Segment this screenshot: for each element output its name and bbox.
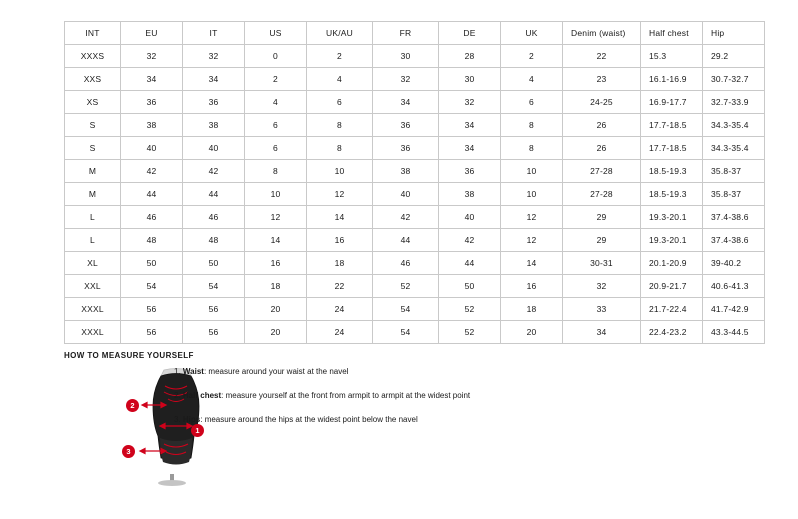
table-cell: 39-40.2 [703, 252, 765, 275]
table-cell: 44 [439, 252, 501, 275]
table-column-header: Hip [703, 22, 765, 45]
table-column-header: EU [121, 22, 183, 45]
table-cell: 20.1-20.9 [641, 252, 703, 275]
measure-step-term: Half chest [182, 391, 222, 400]
table-cell: 4 [245, 91, 307, 114]
table-row [65, 321, 765, 344]
table-cell: 46 [373, 252, 439, 275]
table-cell: 4 [501, 68, 563, 91]
table-cell: 26 [563, 114, 641, 137]
table-cell: 24 [307, 298, 373, 321]
measure-steps-list [174, 366, 734, 438]
table-cell: 32 [121, 45, 183, 68]
table-cell: 2 [501, 45, 563, 68]
table-cell: 16.9-17.7 [641, 91, 703, 114]
table-cell: 21.7-22.4 [641, 298, 703, 321]
table-cell: 38 [183, 114, 245, 137]
size-chart-table [64, 21, 765, 344]
table-column-header: FR [373, 22, 439, 45]
table-row [65, 298, 765, 321]
table-cell: 20 [245, 298, 307, 321]
table-cell: 8 [501, 114, 563, 137]
table-column-header: UK/AU [307, 22, 373, 45]
table-cell: 29 [563, 229, 641, 252]
table-cell: 29 [563, 206, 641, 229]
table-cell: 20 [501, 321, 563, 344]
table-cell: 12 [501, 229, 563, 252]
table-cell: 30.7-32.7 [703, 68, 765, 91]
table-cell: XXXS [65, 45, 121, 68]
measure-step-number: 1. [174, 367, 181, 376]
table-cell: 34 [439, 114, 501, 137]
table-cell: S [65, 137, 121, 160]
table-cell: 2 [307, 45, 373, 68]
table-cell: 50 [183, 252, 245, 275]
table-cell: 19.3-20.1 [641, 229, 703, 252]
table-cell: XL [65, 252, 121, 275]
table-cell: 20.9-21.7 [641, 275, 703, 298]
table-cell: 22.4-23.2 [641, 321, 703, 344]
table-row [65, 206, 765, 229]
table-cell: 40 [183, 137, 245, 160]
table-cell: L [65, 206, 121, 229]
table-cell: 14 [307, 206, 373, 229]
table-row [65, 160, 765, 183]
table-cell: 50 [439, 275, 501, 298]
table-row [65, 45, 765, 68]
table-cell: 44 [183, 183, 245, 206]
table-cell: 12 [245, 206, 307, 229]
table-cell: 37.4-38.6 [703, 206, 765, 229]
bullet-marker-3: 3 [122, 445, 135, 458]
measure-step-text: : measure around the hips at the widest point below the navel [200, 415, 418, 424]
table-cell: M [65, 183, 121, 206]
table-cell: 38 [373, 160, 439, 183]
table-cell: 46 [121, 206, 183, 229]
table-cell: 12 [501, 206, 563, 229]
table-cell: 43.3-44.5 [703, 321, 765, 344]
table-cell: 32.7-33.9 [703, 91, 765, 114]
measure-step-term: Hips [182, 415, 201, 424]
table-cell: 8 [307, 137, 373, 160]
table-cell: 42 [439, 229, 501, 252]
measure-step-text: : measure yourself at the front from armpit to armpit at the widest point [221, 391, 471, 400]
table-cell: 32 [183, 45, 245, 68]
table-cell: 32 [563, 275, 641, 298]
table-cell: 18.5-19.3 [641, 160, 703, 183]
table-cell: 34 [373, 91, 439, 114]
table-cell: 54 [183, 275, 245, 298]
table-cell: 33 [563, 298, 641, 321]
table-cell: 19.3-20.1 [641, 206, 703, 229]
table-cell: L [65, 229, 121, 252]
table-row [65, 137, 765, 160]
table-cell: 6 [245, 137, 307, 160]
table-cell: 10 [245, 183, 307, 206]
table-column-header: DE [439, 22, 501, 45]
table-cell: 36 [439, 160, 501, 183]
table-cell: 0 [245, 45, 307, 68]
table-column-header: US [245, 22, 307, 45]
table-cell: 38 [121, 114, 183, 137]
measure-step [174, 390, 734, 401]
table-cell: XXS [65, 68, 121, 91]
table-cell: 34.3-35.4 [703, 114, 765, 137]
table-cell: 10 [501, 160, 563, 183]
table-cell: 15.3 [641, 45, 703, 68]
table-cell: 56 [183, 298, 245, 321]
how-to-measure-block [64, 366, 744, 486]
table-header-row [65, 22, 765, 45]
table-row [65, 91, 765, 114]
table-cell: 6 [501, 91, 563, 114]
table-cell: 54 [121, 275, 183, 298]
table-row [65, 68, 765, 91]
measure-step-text: : measure around your waist at the navel [203, 367, 349, 376]
table-cell: 40 [439, 206, 501, 229]
table-cell: 30 [439, 68, 501, 91]
table-cell: 54 [373, 298, 439, 321]
table-cell: 50 [121, 252, 183, 275]
table-cell: 32 [439, 91, 501, 114]
table-cell: XXXL [65, 321, 121, 344]
size-chart-table-wrapper [64, 21, 749, 344]
table-cell: 37.4-38.6 [703, 229, 765, 252]
table-cell: 27-28 [563, 160, 641, 183]
table-cell: 56 [121, 321, 183, 344]
table-cell: 44 [373, 229, 439, 252]
table-cell: 36 [373, 137, 439, 160]
measure-step-number: 2. [174, 391, 181, 400]
bullet-marker-1: 1 [191, 424, 204, 437]
table-column-header: UK [501, 22, 563, 45]
table-column-header: Half chest [641, 22, 703, 45]
table-cell: 54 [373, 321, 439, 344]
table-cell: M [65, 160, 121, 183]
table-cell: 35.8-37 [703, 183, 765, 206]
table-cell: 26 [563, 137, 641, 160]
table-cell: 29.2 [703, 45, 765, 68]
table-row [65, 229, 765, 252]
table-cell: 6 [245, 114, 307, 137]
how-to-measure-title: HOW TO MEASURE YOURSELF [64, 351, 194, 360]
table-cell: 42 [373, 206, 439, 229]
table-cell: 36 [121, 91, 183, 114]
table-cell: 34 [121, 68, 183, 91]
measure-step-term: Waist [182, 367, 204, 376]
table-row [65, 114, 765, 137]
table-cell: 41.7-42.9 [703, 298, 765, 321]
table-cell: 52 [373, 275, 439, 298]
table-cell: 28 [439, 45, 501, 68]
table-cell: 18 [501, 298, 563, 321]
measure-step-number: 3. [174, 415, 181, 424]
table-cell: XXXL [65, 298, 121, 321]
table-column-header: Denim (waist) [563, 22, 641, 45]
table-cell: 22 [563, 45, 641, 68]
table-cell: 24 [307, 321, 373, 344]
table-cell: 17.7-18.5 [641, 114, 703, 137]
table-cell: 20 [245, 321, 307, 344]
table-cell: 16 [501, 275, 563, 298]
table-cell: 48 [121, 229, 183, 252]
table-cell: 48 [183, 229, 245, 252]
table-cell: 36 [373, 114, 439, 137]
table-cell: 12 [307, 183, 373, 206]
table-cell: 14 [501, 252, 563, 275]
table-cell: 35.8-37 [703, 160, 765, 183]
table-cell: 18.5-19.3 [641, 183, 703, 206]
table-cell: 34 [563, 321, 641, 344]
table-cell: XS [65, 91, 121, 114]
table-cell: 8 [245, 160, 307, 183]
table-cell: 46 [183, 206, 245, 229]
table-column-header: INT [65, 22, 121, 45]
table-cell: S [65, 114, 121, 137]
table-cell: 17.7-18.5 [641, 137, 703, 160]
table-cell: 18 [307, 252, 373, 275]
table-cell: 38 [439, 183, 501, 206]
table-cell: 32 [373, 68, 439, 91]
table-cell: 34 [183, 68, 245, 91]
table-cell: 4 [307, 68, 373, 91]
table-cell: 16 [245, 252, 307, 275]
table-cell: 40 [373, 183, 439, 206]
table-cell: 14 [245, 229, 307, 252]
table-cell: 42 [183, 160, 245, 183]
table-cell: 30-31 [563, 252, 641, 275]
table-cell: 40.6-41.3 [703, 275, 765, 298]
table-cell: 10 [501, 183, 563, 206]
table-cell: 8 [307, 114, 373, 137]
table-column-header: IT [183, 22, 245, 45]
table-cell: 18 [245, 275, 307, 298]
table-cell: 56 [121, 298, 183, 321]
table-cell: 30 [373, 45, 439, 68]
table-cell: 2 [245, 68, 307, 91]
table-cell: 16.1-16.9 [641, 68, 703, 91]
table-cell: 24-25 [563, 91, 641, 114]
table-cell: 52 [439, 321, 501, 344]
table-cell: 52 [439, 298, 501, 321]
table-cell: 10 [307, 160, 373, 183]
table-cell: 34 [439, 137, 501, 160]
table-cell: 27-28 [563, 183, 641, 206]
table-cell: 22 [307, 275, 373, 298]
table-cell: 34.3-35.4 [703, 137, 765, 160]
table-cell: 40 [121, 137, 183, 160]
table-cell: 16 [307, 229, 373, 252]
measure-step [174, 414, 734, 425]
table-cell: 6 [307, 91, 373, 114]
table-row [65, 275, 765, 298]
measure-step [174, 366, 734, 377]
table-cell: XXL [65, 275, 121, 298]
table-cell: 23 [563, 68, 641, 91]
table-cell: 42 [121, 160, 183, 183]
bullet-marker-2: 2 [126, 399, 139, 412]
table-row [65, 183, 765, 206]
table-row [65, 252, 765, 275]
table-cell: 44 [121, 183, 183, 206]
table-cell: 56 [183, 321, 245, 344]
table-cell: 8 [501, 137, 563, 160]
table-cell: 36 [183, 91, 245, 114]
